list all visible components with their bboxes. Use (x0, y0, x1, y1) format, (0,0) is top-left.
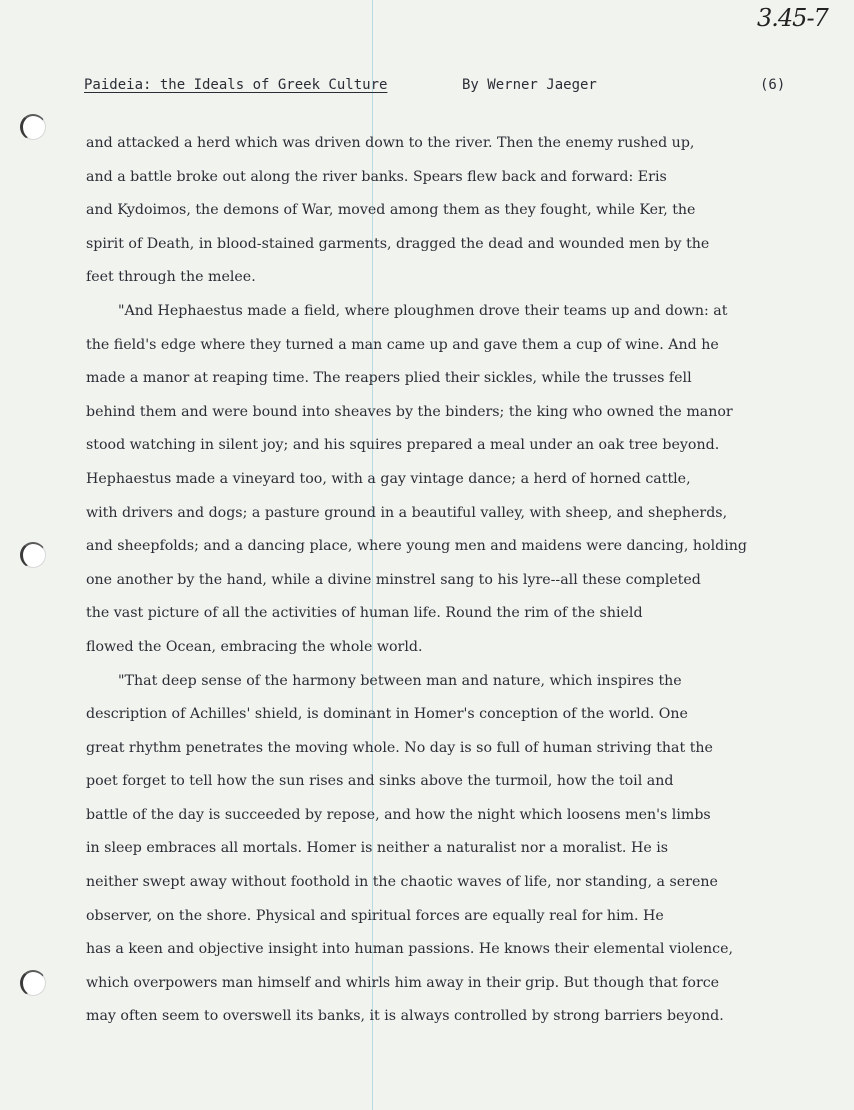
text-line: one another by the hand, while a divine minstrel sang to his lyre--all these completed (86, 571, 701, 588)
text-line: great rhythm penetrates the moving whole. No day is so full of human striving that the (86, 739, 713, 756)
punch-hole (20, 114, 46, 140)
text-line: "That deep sense of the harmony between man and nature, which inspires the (118, 672, 682, 689)
text-line: flowed the Ocean, embracing the whole world. (86, 638, 423, 655)
document-author: By Werner Jaeger (462, 77, 597, 93)
text-line: and attacked a herd which was driven down to the river. Then the enemy rushed up, (86, 135, 695, 151)
text-line: spirit of Death, in blood-stained garments, dragged the dead and wounded men by the (86, 235, 710, 252)
handwritten-page-number: 3.45-7 (757, 4, 828, 32)
body-text (86, 127, 838, 1034)
text-line: Hephaestus made a vineyard too, with a gay vintage dance; a herd of horned cattle, (86, 470, 691, 487)
text-line: with drivers and dogs; a pasture ground in a beautiful valley, with sheep, and shepherds, (86, 504, 728, 521)
document-title: Paideia: the Ideals of Greek Culture (84, 77, 388, 93)
text-line: stood watching in silent joy; and his squires prepared a meal under an oak tree beyond. (86, 437, 720, 454)
page-number: (6) (760, 77, 786, 93)
text-line: and Kydoimos, the demons of War, moved among them as they fought, while Ker, the (86, 202, 696, 219)
text-line: poet forget to tell how the sun rises and sinks above the turmoil, how the toil and (86, 773, 674, 790)
text-line: may often seem to overswell its banks, it is always controlled by strong barriers beyond. (86, 1008, 724, 1025)
text-line: the vast picture of all the activities of human life. Round the rim of the shield (86, 605, 643, 622)
text-line: made a manor at reaping time. The reapers plied their sickles, while the trusses fell (86, 370, 692, 387)
page-header (84, 77, 784, 97)
punch-hole (20, 970, 46, 996)
text-line: behind them and were bound into sheaves by the binders; the king who owned the manor (86, 403, 733, 420)
text-line: the field's edge where they turned a man came up and gave them a cup of wine. And he (86, 336, 719, 353)
text-line: feet through the melee. (86, 269, 256, 286)
text-line: and sheepfolds; and a dancing place, where young men and maidens were dancing, holding (86, 538, 747, 555)
text-line: observer, on the shore. Physical and spiritual forces are equally real for him. He (86, 907, 664, 924)
punch-hole (20, 542, 46, 568)
text-line: "And Hephaestus made a field, where ploughmen drove their teams up and down: at (118, 302, 728, 319)
text-line: description of Achilles' shield, is dominant in Homer's conception of the world. One (86, 706, 688, 723)
text-line: neither swept away without foothold in the chaotic waves of life, nor standing, a serene (86, 874, 718, 891)
text-line: battle of the day is succeeded by repose, and how the night which loosens men's limbs (86, 806, 711, 823)
text-line: in sleep embraces all mortals. Homer is neither a naturalist nor a moralist. He is (86, 840, 669, 857)
text-line: which overpowers man himself and whirls him away in their grip. But though that force (86, 974, 720, 991)
text-line: has a keen and objective insight into human passions. He knows their elemental violence, (86, 941, 733, 958)
text-line: and a battle broke out along the river banks. Spears flew back and forward: Eris (86, 168, 667, 185)
